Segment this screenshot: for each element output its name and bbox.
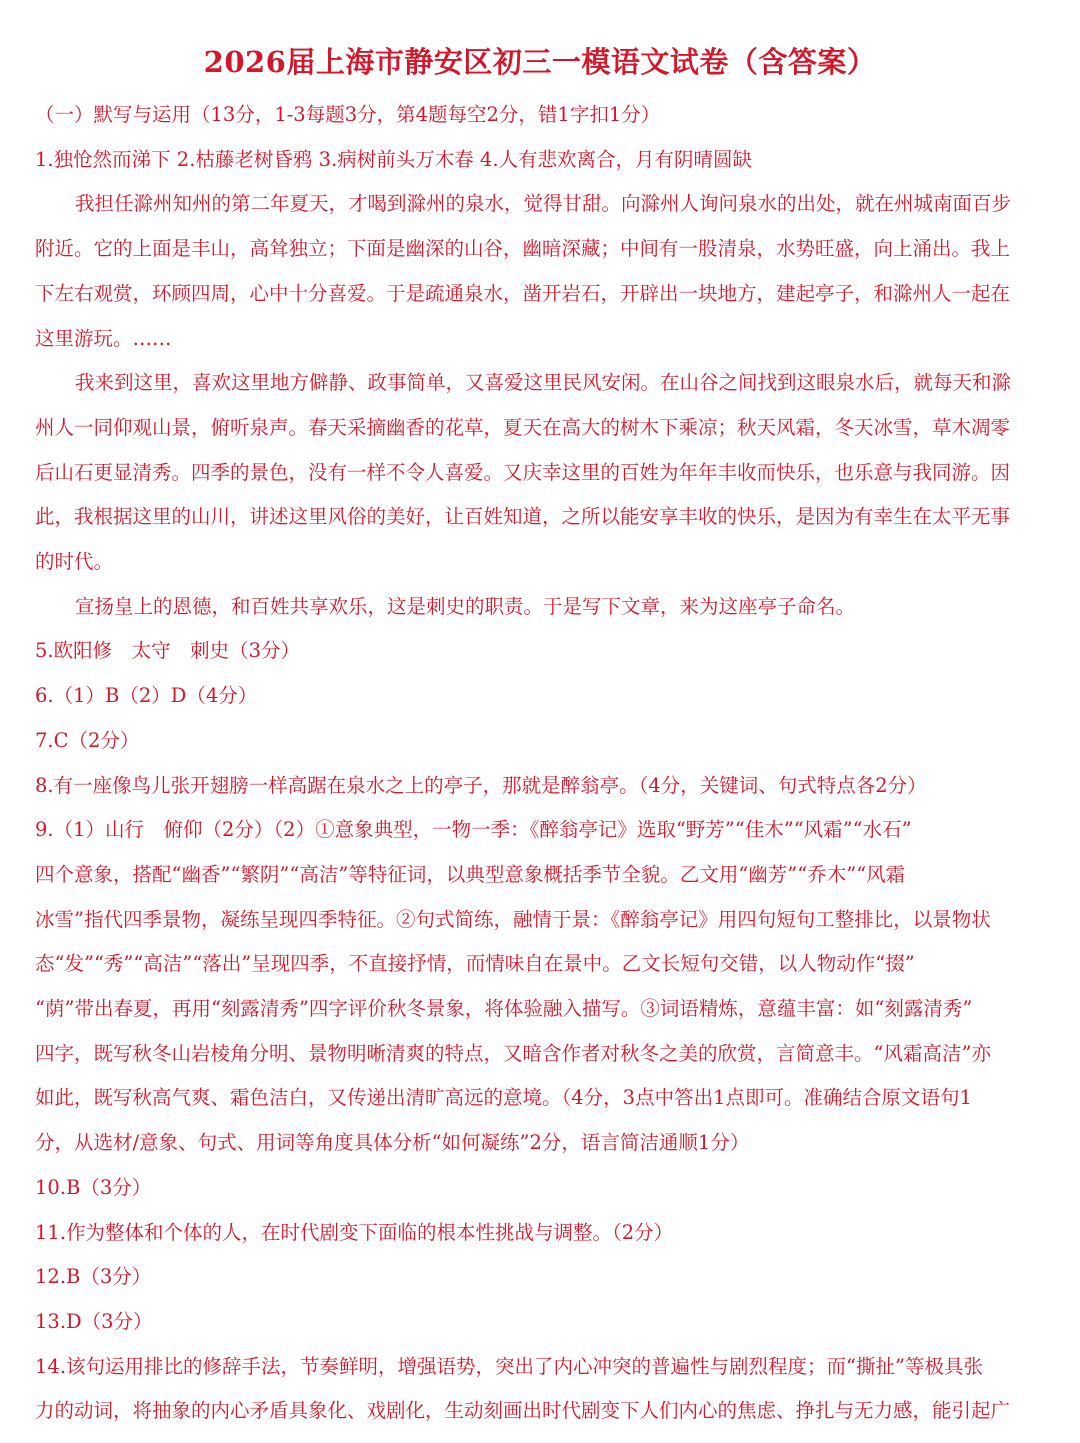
answer-q14-line: 14.该句运用排比的修辞手法，节奏鲜明，增强语势，突出了内心冲突的普遍性与剧烈程度；而“撕扯”等极具张: [35, 1354, 983, 1378]
translation-line: 这里游玩。……: [35, 326, 172, 350]
answer-q14: [35, 1345, 1045, 1434]
translation-paragraph-3: [35, 585, 1045, 630]
translation-line: 我担任滁州知州的第二年夏天，才喝到滁州的泉水，觉得甘甜。向滁州人询问泉水的出处，就在州城南面百步: [75, 192, 1012, 216]
answer-q9-line: 分，从选材/意象、句式、用词等角度具体分析“如何凝练”2分，语言简洁通顺1分）: [35, 1131, 750, 1155]
answer-q13: 13.D（3分）: [35, 1309, 153, 1333]
translation-line: 的时代。: [35, 550, 114, 574]
page-title: 2026届上海市静安区初三一模语文试卷（含答案）: [203, 45, 877, 79]
translation-line: 下左右观赏，环顾四周，心中十分喜爱。于是疏通泉水，凿开岩石，开辟出一块地方，建起亭子，和滁州人一起在: [35, 281, 1011, 305]
answer-q9-line: 9.（1）山行 俯仰（2分）（2）①意象典型，一物一季：《醉翁亭记》选取“野芳”“佳木”“风霜”“水石”: [35, 818, 912, 842]
translation-line: 附近。它的上面是丰山，高耸独立；下面是幽深的山谷，幽暗深藏；中间有一股清泉，水势旺盛，向上涌出。我上: [35, 237, 1011, 261]
answer-content: [35, 93, 1045, 1434]
answer-q9: [35, 808, 1045, 1166]
translation-line: 宣扬皇上的恩德，和百姓共享欢乐，这是刺史的职责。于是写下文章，来为这座亭子命名。: [75, 594, 856, 618]
answer-q5: 5.欧阳修 太守 刺史（3分）: [35, 639, 301, 663]
translation-line: 后山石更显清秀。四季的景色，没有一样不令人喜爱。又庆幸这里的百姓为年年丰收而快乐，也乐意与我同游。因: [35, 460, 1011, 484]
answer-q9-line: 四字，既写秋冬山岩棱角分明、景物明晰清爽的特点，又暗含作者对秋冬之美的欣赏，言简意丰。“风霜高洁”亦: [35, 1041, 991, 1065]
answer-q9-line: 冰雪”指代四季景物，凝练呈现四季特征。②句式简练，融情于景：《醉翁亭记》用四句短句工整排比，以景物状: [35, 907, 991, 931]
answer-q1-4: 1.独怆然而涕下 2.枯藤老树昏鸦 3.病树前头万木春 4.人有悲欢离合，月有阴晴圆缺: [35, 147, 753, 171]
translation-line: 此，我根据这里的山川，讲述这里风俗的美好，让百姓知道，之所以能安享丰收的快乐，是因为有幸生在太平无事: [35, 505, 1011, 529]
answer-q9-line: 四个意象，搭配“幽香”“繁阴”“高洁”等特征词，以典型意象概括季节全貌。乙文用“幽芳”“乔木”“风霜: [35, 862, 906, 886]
answer-q7: 7.C（2分）: [35, 728, 140, 752]
answer-q14-line: 力的动词，将抽象的内心矛盾具象化、戏剧化，生动刻画出时代剧变下人们内心的焦虑、挣扎与无力感，能引起广: [35, 1399, 1011, 1423]
answer-q8: 8.有一座像鸟儿张开翅膀一样高踞在泉水之上的亭子，那就是醉翁亭。（4分，关键词、句式特点各2分）: [35, 773, 927, 797]
answer-q9-line: 如此，既写秋高气爽、霜色洁白，又传递出清旷高远的意境。（4分，3点中答出1点即可。准确结合原文语句1: [35, 1086, 972, 1110]
translation-line: 州人一同仰观山景，俯听泉声。春天采摘幽香的花草，夏天在高大的树木下乘凉；秋天风霜，冬天冰雪，草木凋零: [35, 415, 1011, 439]
section-header: （一）默写与运用（13分，1-3每题3分，第4题每空2分，错1字扣1分）: [35, 103, 661, 126]
answer-q10: 10.B（3分）: [35, 1175, 152, 1199]
answer-q9-line: 态“发”“秀”“高洁”“落出”呈现四季，不直接抒情，而情味自在景中。乙文长短句交错，以人物动作“掇”: [35, 952, 915, 976]
answer-q11: 11.作为整体和个体的人，在时代剧变下面临的根本性挑战与调整。（2分）: [35, 1220, 674, 1244]
translation-paragraph-2: [35, 361, 1045, 585]
translation-paragraph-1: [35, 182, 1045, 361]
translation-line: 我来到这里，喜欢这里地方僻静、政事简单，又喜爱这里民风安闲。在山谷之间找到这眼泉水后，就每天和滁: [75, 371, 1012, 395]
answer-q12: 12.B（3分）: [35, 1265, 152, 1289]
answer-q9-line: “荫”带出春夏，再用“刻露清秀”四字评价秋冬景象，将体验融入描写。③词语精炼，意蕴丰富：如“刻露清秀”: [35, 997, 973, 1021]
answer-q6: 6.（1）B（2）D（4分）: [35, 684, 258, 708]
